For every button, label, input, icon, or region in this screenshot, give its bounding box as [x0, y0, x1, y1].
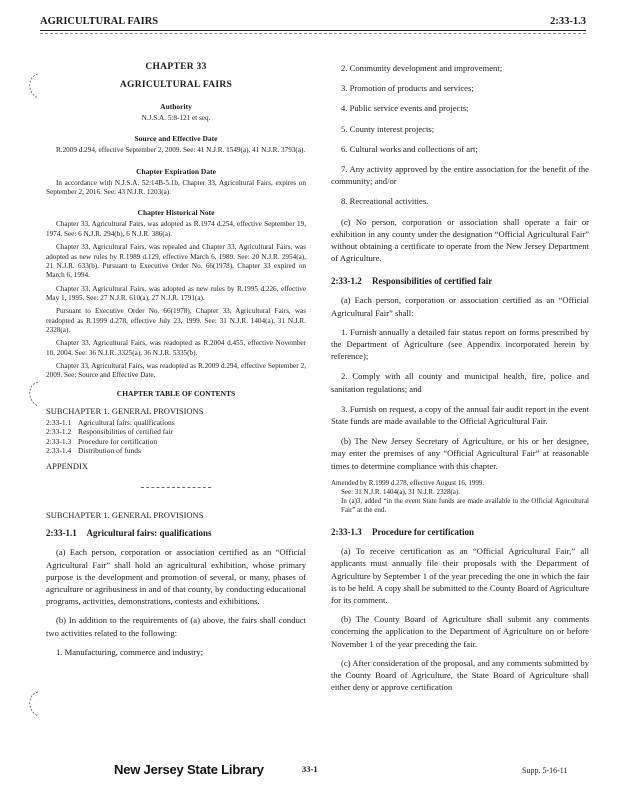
section-title: Procedure for certification — [372, 527, 474, 538]
history-heading: Chapter Historical Note — [137, 208, 215, 218]
amendment-note: See: 31 N.J.R. 1404(a), 31 N.J.R. 2328(a). — [341, 487, 460, 496]
history-note: Chapter 33, Agricultural Fairs, was readopted as R.2004 d.455, effective November 10, 2004. See: 36 N.J.R. 3325(a), 36 N.J.R. 5335(b). — [46, 339, 306, 357]
paragraph: (a) To receive certification as an “Official Agricultural Fair,” all applicants must annually file their proposals with the Department of Agriculture by September 1 of the year preceding the one in which the fair is to be held. A copy shall be submitted to the County Board of Agriculture for its comment. — [331, 546, 589, 606]
section-heading — [331, 527, 589, 537]
list-item: 1. Furnish annually a detailed fair status report on forms prescribed by the Department of Agriculture (see Appendix incorporated herein by reference); — [331, 326, 589, 362]
source-heading: Source and Effective Date — [134, 134, 218, 144]
running-head-title: AGRICULTURAL FAIRS — [40, 16, 159, 27]
paragraph: (b) In addition to the requirements of (a) above, the fairs shall conduct two activities related to the following: — [46, 615, 306, 638]
subchapter-heading: SUBCHAPTER 1. GENERAL PROVISIONS — [46, 510, 204, 521]
section-title: Agricultural fairs: qualifications — [86, 528, 212, 539]
section-number: 2:33-1.2 — [331, 276, 362, 287]
list-item: 8. Recreational activities. — [341, 196, 429, 207]
header-rule — [40, 33, 586, 34]
list-item: 1. Manufacturing, commerce and industry; — [56, 646, 204, 657]
toc-entry[interactable] — [46, 427, 306, 436]
toc-entry[interactable] — [46, 446, 306, 455]
section-number: 2:33-1.1 — [46, 528, 77, 539]
supplement-date: Supp. 5-16-11 — [522, 766, 568, 775]
left-column — [46, 62, 306, 666]
section-number: 2:33-1.3 — [331, 527, 362, 538]
history-note: Chapter 33, Agricultural Fairs, was readopted as R.2009 d.294, effective September 2, 2009. See: Source and Effective Date. — [46, 362, 306, 380]
section-heading — [331, 276, 589, 286]
running-head-section: 2:33-1.3 — [550, 16, 586, 27]
list-item: 6. Cultural works and collections of art; — [341, 143, 478, 154]
toc-entry-title: Distribution of funds — [78, 445, 141, 455]
list-item: 7. Any activity approved by the entire association for the benefit of the community; and/or — [331, 164, 589, 187]
history-note: Chapter 33, Agricultural Fairs, was adopted as R.1974 d.254, effective September 19, 1974. See: 6 N.J.R. 294(b), 6 N.J.R. 386(a). — [46, 220, 306, 238]
paragraph: (c) No person, corporation or association shall operate a fair or exhibition in any county under the designation “Official Agricultural Fair” without obtaining a certificate to operate from the New Jersey Department of Agriculture. — [331, 216, 589, 264]
toc-entry-number: 2:33-1.3 — [46, 436, 72, 446]
history-note: Pursuant to Executive Order No. 66(1978), Chapter 33, Agricultural Fairs, was readopted as R.1999 d.278, effective July 23, 1999. See: 31 N.J.R. 1404(a), 31 N.J.R. 2328(a). — [46, 307, 306, 335]
amendment-note: Amended by R.1999 d.278, effective August 16, 1999. — [331, 478, 485, 487]
library-stamp: New Jersey State Library — [114, 762, 264, 777]
page-footer — [0, 762, 618, 786]
amendment-note: In (a)3, added “in the event State funds are made available to the Official Agricultural Fair” at the end. — [341, 497, 589, 515]
binder-hole-mark-top — [22, 72, 44, 100]
toc-subchapter: SUBCHAPTER 1. GENERAL PROVISIONS — [46, 405, 204, 416]
section-heading — [46, 528, 306, 538]
paragraph: (b) The County Board of Agriculture shall submit any comments concerning the application to the Department of Agriculture on or before November 1 of the year preceding the fair. — [331, 614, 589, 649]
paragraph: (a) Each person, corporation or association certified as an “Official Agricultural Fair” shall hold an agricultural exhibition, whose primary purpose is the development and promotion of several, or many, phases of agriculture or agribusiness in and of that county, by conducting educational programs, activities, demonstrations, contests and exhibitions. — [46, 547, 306, 607]
expiration-text: In accordance with N.J.S.A. 52:14B-5.1b, Chapter 33, Agricultural Fairs, expires on September 2, 2016. See: 43 N.J.R. 1203(a). — [46, 178, 306, 197]
chapter-number: CHAPTER 33 — [145, 62, 207, 72]
source-text: R.2009 d.294, effective September 2, 2009. See: 41 N.J.R. 1549(a), 41 N.J.R. 3793(a). — [56, 146, 306, 155]
binder-hole-mark-middle — [22, 380, 44, 408]
section-title: Responsibilities of certified fair — [372, 276, 493, 287]
toc-entry[interactable] — [46, 418, 306, 427]
toc-entry-title: Procedure for certification — [78, 436, 158, 446]
toc-appendix[interactable]: APPENDIX — [46, 461, 89, 472]
toc-entry-title: Responsibilities of certified fair — [78, 427, 174, 437]
toc-entry[interactable] — [46, 437, 306, 446]
paragraph: (c) After consideration of the proposal, and any comments submitted by the County Board of Agriculture, the State Board of Agriculture shall either deny or approve certification — [331, 657, 589, 693]
running-head — [40, 16, 586, 31]
history-note: Chapter 33, Agricultural Fairs, was repealed and Chapter 33, Agricultural Fairs, was adopted as new rules by R.1989 d.129, effective March 6, 1989. See: 20 N.J.R. 2954(a), 21 N.J.R. 633(b). Pursuant to Executive Order No. 66(1978), Chapter 33 expired on March 6, 1994. — [46, 243, 306, 280]
list-item: 3. Furnish on request, a copy of the annual fair audit report in the event State funds are made available to the Official Agricultural Fair. — [331, 403, 589, 427]
right-column — [331, 62, 589, 693]
toc-entry-number: 2:33-1.1 — [46, 417, 72, 427]
history-note: Chapter 33, Agricultural Fairs, was adopted as new rules by R.1995 d.226, effective May 1, 1995. See: 27 N.J.R. 610(a), 27 N.J.R. 1791(a). — [46, 284, 306, 302]
list-item: 2. Comply with all county and municipal health, fire, police and sanitation regulations; and — [331, 371, 589, 394]
section-divider — [141, 487, 211, 488]
toc-entry-title: Agricultural fairs: qualifications — [78, 417, 175, 427]
expiration-heading: Chapter Expiration Date — [136, 166, 216, 176]
toc-entry-number: 2:33-1.2 — [46, 427, 72, 437]
list-item: 5. County interest projects; — [341, 123, 435, 134]
chapter-title: AGRICULTURAL FAIRS — [119, 80, 233, 90]
list-item: 2. Community development and improvement; — [341, 63, 503, 73]
paragraph: (b) The New Jersey Secretary of Agriculture, or his or her designee, may enter the premises of any “Official Agricultural Fair” at reasonable times to determine compliance with this chapter. — [331, 436, 589, 471]
authority-text: N.J.S.A. 5:8-121 et seq. — [141, 114, 211, 122]
list-item: 3. Promotion of products and services; — [341, 83, 474, 94]
toc-heading: CHAPTER TABLE OF CONTENTS — [116, 388, 236, 398]
page-number: 33-1 — [302, 764, 318, 774]
authority-heading: Authority — [160, 102, 192, 111]
list-item: 4. Public service events and projects; — [341, 103, 469, 114]
toc-entry-number: 2:33-1.4 — [46, 445, 72, 455]
paragraph: (a) Each person, corporation or association certified as an “Official Agricultural Fair” shall: — [331, 295, 589, 318]
binder-hole-mark-bottom — [22, 690, 44, 718]
